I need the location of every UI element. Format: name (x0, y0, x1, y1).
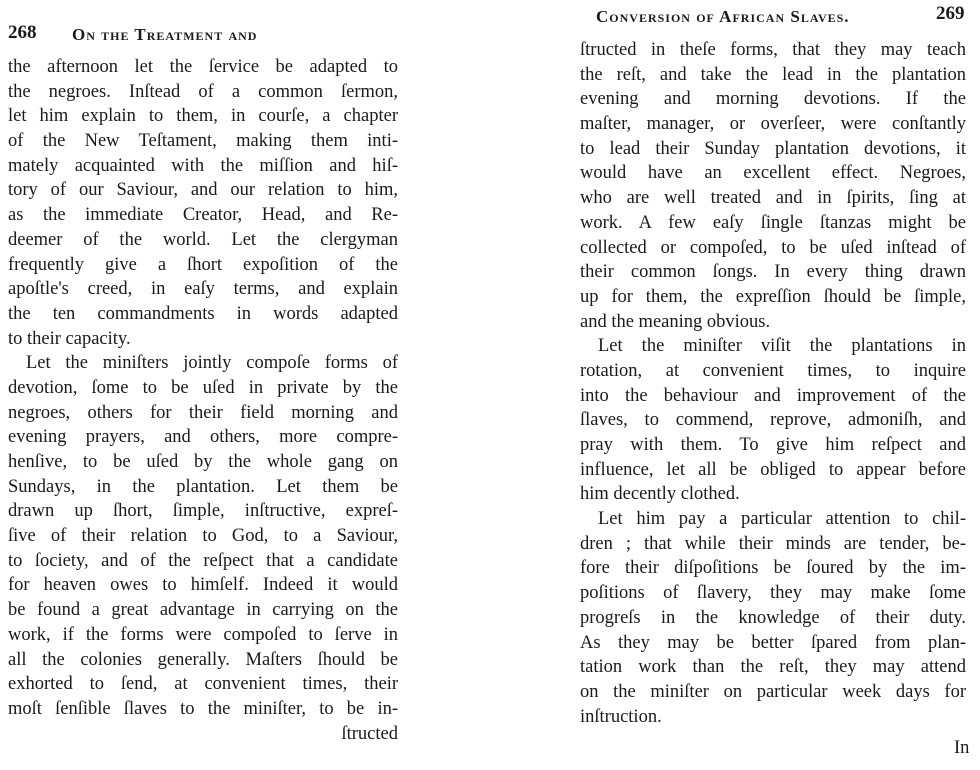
text-line: the reſt, and take the lead in the plantation (580, 64, 966, 85)
text-line: progreſs in the knowledge of their duty. (580, 607, 966, 628)
text-line: pray with them. To give him reſpect and (580, 435, 966, 455)
text-line: henſive, to be uſed by the whole gang on (8, 452, 398, 472)
text-line: ſlaves, to commend, reprove, admoniſh, and (580, 410, 966, 431)
text-line: influence, let all be obliged to appear before (580, 459, 966, 480)
text-line: let him explain to them, in courſe, a chapter (8, 106, 398, 127)
text-line: Sundays, in the plantation. Let them be (8, 476, 398, 497)
text-line: to lead their Sunday plantation devotions, it (580, 138, 966, 159)
text-line: the afternoon let the ſervice be adapted to (8, 57, 398, 77)
text-line: Let the miniſter viſit the plantations in (598, 336, 966, 357)
text-line: into the behaviour and improvement of the (580, 385, 966, 406)
text-line: frequently give a ſhort expoſition of the (8, 254, 398, 275)
text-line: all the colonies generally. Maſters ſhould be (8, 649, 398, 670)
text-line: up for them, the expreſſion ſhould be ſimple, (580, 286, 966, 307)
text-line: of the New Teſtament, making them inti- (8, 131, 398, 152)
text-line: the ten commandments in words adapted (8, 303, 398, 324)
text-line: evening and morning devotions. If the (580, 89, 966, 110)
left-page-text (8, 55, 398, 746)
text-line: on the miniſter on particular week days for (580, 681, 966, 702)
text-line: apoſtle's creed, in eaſy terms, and explain (8, 279, 398, 300)
right-page (490, 0, 980, 770)
text-line: As they may be better ſpared from plan- (580, 632, 966, 653)
text-line: the negroes. Inſtead of a common ſermon, (8, 81, 398, 102)
catchword-right: In (954, 738, 970, 758)
text-line: for heaven owes to himſelf. Indeed it would (8, 575, 398, 596)
text-line: negroes, others for their field morning and (8, 402, 398, 423)
text-line: tation work than the reſt, they may attend (580, 657, 966, 678)
text-line: ſive of their relation to God, to a Saviour, (8, 526, 398, 547)
text-line: to ſociety, and of the reſpect that a candidate (8, 550, 398, 571)
text-line: moſt ſenſible ſlaves to the miniſter, to be in- (8, 698, 398, 719)
text-line: Let him pay a particular attention to chil- (598, 509, 966, 530)
text-line: devotion, ſome to be uſed in private by the (8, 377, 398, 398)
text-line: be found a great advantage in carrying on the (8, 600, 398, 621)
text-line: deemer of the world. Let the clergyman (8, 229, 398, 250)
text-line: who are well treated and in ſpirits, ſing at (580, 188, 966, 209)
text-line: him decently clothed. (580, 484, 740, 505)
text-line: poſitions of ſlavery, they may make ſome (580, 583, 966, 604)
text-line: ſtructed in theſe forms, that they may teach (580, 40, 966, 60)
text-line: exhorted to ſend, at convenient times, their (8, 674, 398, 695)
text-line: rotation, at convenient times, to inquire (580, 360, 966, 381)
text-line: as the immediate Creator, Head, and Re- (8, 205, 398, 226)
page-number-right: 269 (936, 3, 965, 24)
text-line: and the meaning obvious. (580, 311, 771, 332)
text-line: their common ſongs. In every thing drawn (580, 262, 966, 283)
text-line: work. A few eaſy ſingle ſtanzas might be (580, 212, 966, 233)
text-line: inſtruction. (580, 706, 662, 727)
text-line: drawn up ſhort, ſimple, inſtructive, expreſ- (8, 501, 398, 522)
text-line: maſter, manager, or overſeer, were conſtantly (580, 114, 966, 135)
running-head-left: On the Treatment and (72, 25, 258, 44)
text-line: fore their diſpoſitions be ſoured by the im- (580, 558, 966, 579)
right-page-text (580, 38, 966, 729)
text-line: evening prayers, and others, more compre- (8, 427, 398, 448)
text-line: tory of our Saviour, and our relation to him, (8, 180, 398, 201)
running-head-right: Conversion of African Slaves. (596, 7, 850, 26)
text-line: collected or compoſed, to be uſed inſtead of (580, 237, 966, 258)
page-number-left: 268 (8, 22, 37, 43)
text-line: mately acquainted with the miſſion and hiſ- (8, 155, 398, 176)
catchword-left: ſtructed (341, 723, 398, 744)
text-line: dren ; that while their minds are tender, be- (580, 533, 966, 554)
text-line: would have an excellent effect. Negroes, (580, 163, 966, 184)
text-line: Let the miniſters jointly compoſe forms of (26, 353, 398, 374)
text-line: work, if the forms were compoſed to ſerve in (8, 624, 398, 645)
text-line: to their capacity. (8, 328, 131, 349)
